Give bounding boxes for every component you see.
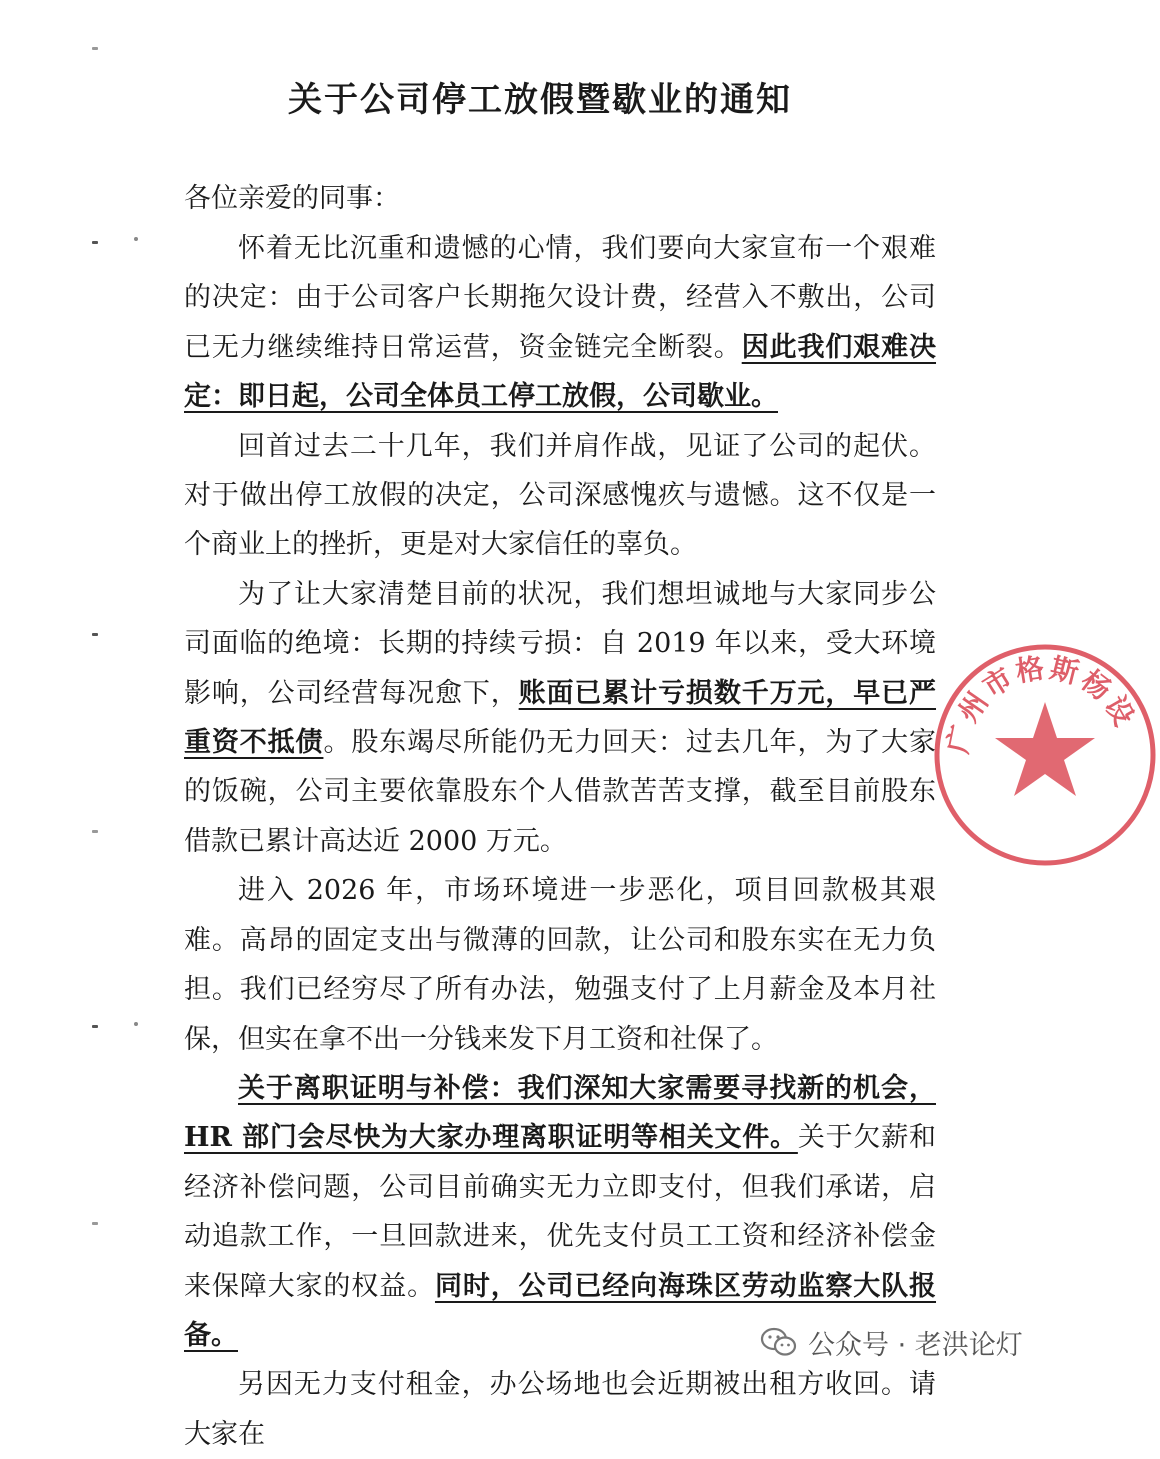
seal-text: 广州市格斯杨设 [940, 650, 1143, 757]
scan-mark [92, 830, 98, 833]
seal-star-icon [995, 702, 1095, 796]
paragraph-3 [184, 570, 936, 866]
paragraph-5-emphasis-2: 同时，公司已经向海珠区劳动监察大队报备。 [184, 1270, 937, 1351]
scan-mark [92, 633, 98, 636]
paragraph-4: 进入 2026 年，市场环境进一步恶化，项目回款极其艰难。高昂的固定支出与微薄的回款，让公司和股东实在无力负担。我们已经穷尽了所有办法，勉强支付了上月薪金及本月社保，但实在拿不出一分钱来发下月工资和社保了。 [184, 875, 936, 1055]
paragraph-6: 另因无力支付租金，办公场地也会近期被出租方收回。请大家在 [184, 1369, 936, 1450]
company-seal [930, 640, 1160, 870]
scan-mark [92, 47, 98, 50]
scan-mark [134, 1022, 138, 1026]
scan-mark [134, 237, 138, 241]
paragraph-3-emphasis: 账面已累计亏损数千万元，早已严重资不抵债 [184, 677, 937, 759]
paragraph-1-emphasis: 因此我们艰难决定：即日起，公司全体员工停工放假，公司歇业。 [184, 331, 937, 413]
scan-mark [92, 1025, 98, 1028]
document-title: 关于公司停工放假暨歇业的通知 [288, 80, 792, 120]
paragraph-3-after: 。股东竭尽所能仍无力回天：过去几年，为了大家的饭碗，公司主要依靠股东个人借款苦苦支撑，截至目前股东借款已累计高达近 2000 万元。 [184, 727, 937, 857]
paragraph-5-emphasis-1: 关于离职证明与补偿：我们深知大家需要寻找新的机会，HR 部门会尽快为大家办理离职证明等相关文件。 [184, 1072, 936, 1154]
paragraph-3-before: 为了让大家清楚目前的状况，我们想坦诚地与大家同步公司面临的绝境：长期的持续亏损：自 2019 年以来，受大环境影响，公司经营每况愈下， [184, 578, 936, 709]
watermark-text: 公众号 · 老洪论灯 [808, 1329, 1023, 1361]
document-body [184, 224, 936, 1459]
paragraph-1 [184, 224, 936, 422]
paragraph-1-text: 怀着无比沉重和遗憾的心情，我们要向大家宣布一个艰难的决定：由于公司客户长期拖欠设计费，经营入不敷出，公司已无力继续维持日常运营，资金链完全断裂。 [184, 233, 936, 363]
paragraph-5 [184, 1064, 936, 1360]
watermark [760, 1320, 1023, 1364]
paragraph-2: 回首过去二十几年，我们并肩作战，见证了公司的起伏。对于做出停工放假的决定，公司深感愧疚与遗憾。这不仅是一个商业上的挫折，更是对大家信任的辜负。 [184, 430, 936, 561]
salutation: 各位亲爱的同事： [184, 183, 400, 214]
scan-mark [92, 1222, 98, 1225]
paragraph-5-middle: 关于欠薪和经济补偿问题，公司目前确实无力立即支付，但我们承诺，启动追款工作，一旦回款进来，优先支付员工工资和经济补偿金来保障大家的权益。 [184, 1122, 937, 1302]
wechat-icon [760, 1327, 798, 1357]
scan-mark [92, 241, 98, 244]
